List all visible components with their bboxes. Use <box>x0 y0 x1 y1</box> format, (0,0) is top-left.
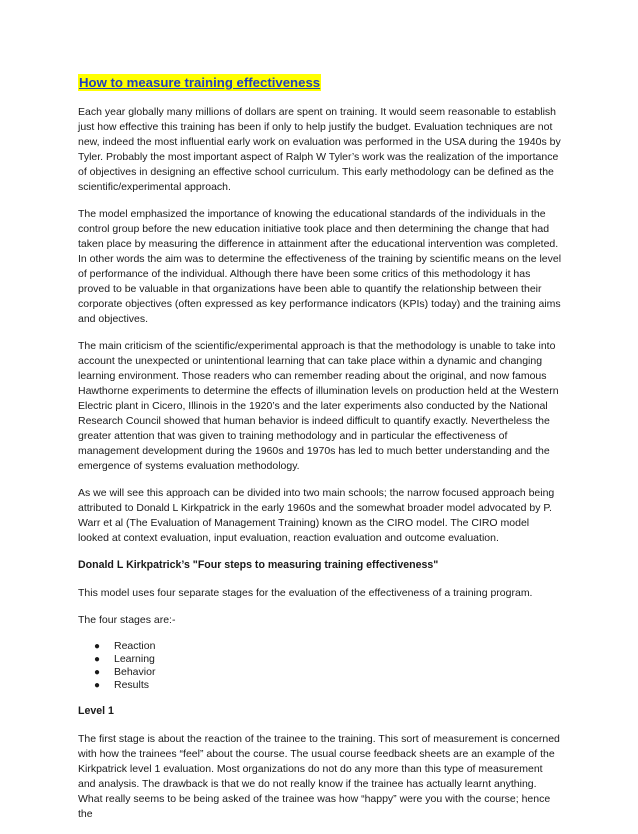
bullet-icon: ● <box>94 641 101 652</box>
stage-label: Behavior <box>114 666 156 678</box>
level1-paragraph: The first stage is about the reaction of the trainee to the training. This sort of measurement is concerned with how the trainees “feel” about the course. The usual course feedback sheets are an example of the Kirkpatrick level 1 evaluation. Most organizations do not do any more than this type of measurement and analysis. The drawback is that we do not really know if the trainee has actually learnt anything. What really seems to be being asked of the trainee was how “happy” were you with the course; hence the <box>78 733 560 820</box>
list-item <box>94 679 562 692</box>
bullet-icon: ● <box>94 654 101 665</box>
stage-label: Learning <box>114 653 155 665</box>
bullet-icon: ● <box>94 667 101 678</box>
bullet-icon: ● <box>94 680 101 691</box>
list-item <box>94 640 562 653</box>
stage-label: Results <box>114 679 150 691</box>
stages-intro: The four stages are:- <box>78 614 176 626</box>
stages-list <box>78 640 562 692</box>
model-intro: This model uses four separate stages for the evaluation of the effectiveness of a training program. <box>78 587 533 599</box>
stage-label: Reaction <box>114 640 156 652</box>
paragraph-model: The model emphasized the importance of knowing the educational standards of the individuals in the control group before the new education initiative took place and then determining the change that had taken place by measuring the difference in attainment after the educational intervention was completed. In other words the aim was to determine the effectiveness of the training by scientific means on the level of performance of the individual. Although there have been some critics of this methodology it has proved to be valuable in that organizations have been able to quantify the relationship between their corporate objectives (often expressed as key performance indicators (KPIs) today) and the training aims and objectives. <box>78 208 562 325</box>
level1-heading: Level 1 <box>78 705 114 717</box>
list-item <box>94 666 562 679</box>
document-page <box>78 74 562 834</box>
paragraph-intro: Each year globally many millions of dollars are spent on training. It would seem reasonable to establish just how effective this training has been if only to help justify the budget. Evaluation techniques are not new, indeed the most influential early work on evaluation was performed in the USA during the 1940s by Tyler. Probably the most important aspect of Ralph W Tyler’s work was the realization of the importance of objectives in designing an effective school curriculum. This early methodology can be defined as the scientific/experimental approach. <box>78 106 561 193</box>
document-title: How to measure training effectiveness <box>79 75 321 90</box>
kirkpatrick-heading: Donald L Kirkpatrick’s "Four steps to measuring training effectiveness" <box>78 559 439 571</box>
list-item <box>94 653 562 666</box>
paragraph-criticism: The main criticism of the scientific/experimental approach is that the methodology is unable to take into account the unexpected or unintentional learning that can take place within a dynamic and changing learning environment. Those readers who can remember reading about the original, and now famous Hawthorne experiments to determine the effects of illumination levels on production held at the Western Electric plant in Cicero, Illinois in the 1920’s and the later experiments also conducted by the National Research Council showed that human behavior is indeed difficult to quantify exactly. Nevertheless the greater attention that was given to training methodology and in particular the effectiveness of management development during the 1960s and 1970s has led to much better understanding and the emergence of systems evaluation methodology. <box>78 340 559 472</box>
paragraph-schools: As we will see this approach can be divided into two main schools; the narrow focused approach being attributed to Donald L Kirkpatrick in the early 1960s and the somewhat broader model advocated by P. Warr et al (The Evaluation of Management Training) known as the CIRO model. The CIRO model looked at context evaluation, input evaluation, reaction evaluation and outcome evaluation. <box>78 487 555 544</box>
